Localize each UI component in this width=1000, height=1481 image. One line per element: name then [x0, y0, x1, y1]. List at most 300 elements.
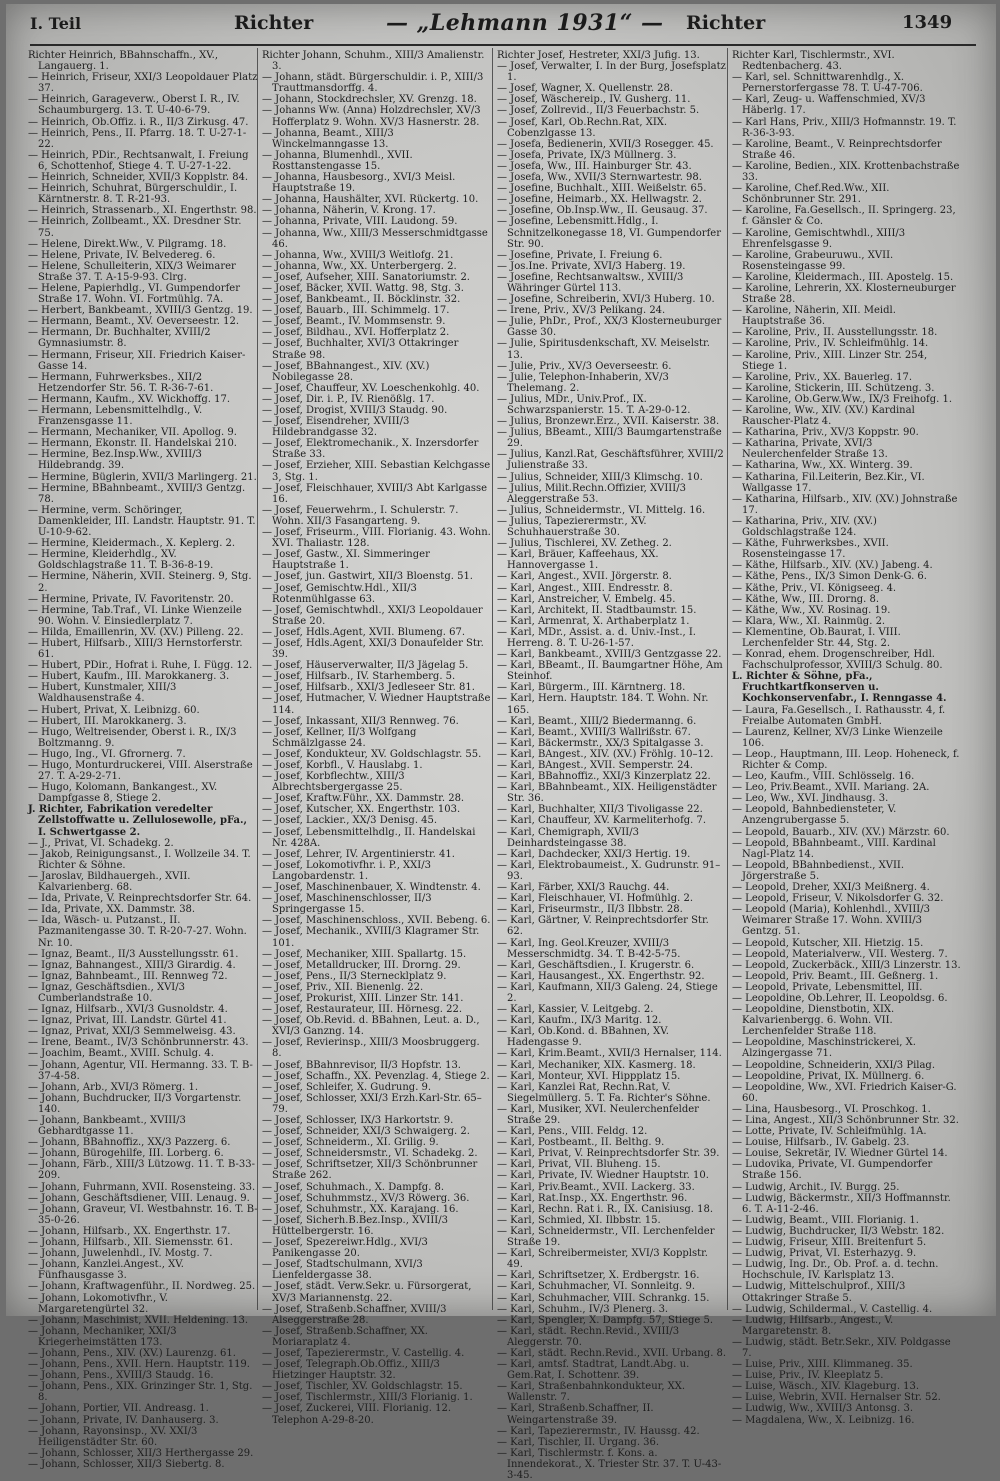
directory-entry: — Josefine, Private, I. Freiung 6. [497, 249, 663, 261]
directory-entry: — Johann, Kraftwagenführ., II. Nordweg. 25. [28, 1281, 256, 1293]
directory-entry: — Katharina, Priv., XIV. (XV.) Goldschlagstraße 124. [732, 515, 877, 539]
directory-entry: — Karl, Kaufm., IX/3 Maritg. 12. [497, 1015, 662, 1027]
directory-entry: — Johann, Stockdrechsler, XV. Grenzg. 18. [262, 94, 477, 106]
directory-entry: — Karl, Armenrat, X. Arthaberplatz 1. [497, 615, 690, 627]
directory-entry: — Hubert, Privat, X. Leibnizg. 60. [28, 704, 200, 716]
directory-entry: — Johann, Schlosser, XII/3 Siebertg. 8. [28, 1458, 225, 1470]
directory-entry: — Leo, Priv.Beamt., XVII. Mariang. 2A. [732, 782, 930, 794]
directory-entry: — Leopoldine, Maschinstrickerei, X. Alzingergasse 71. [732, 1037, 916, 1060]
directory-entry: — Katharina, Hilfsarb., XIV. (XV.) Johnstraße 17. [732, 493, 958, 516]
directory-entry: J. Richter, Fabrikation veredelter Zellstoffwatte u. Zellulosewolle, pFa., I. Schwertgasse 2. [28, 804, 247, 838]
directory-entry: — Josef, Zollrevid., II/3 Feuerbachstr. 5. [497, 105, 700, 117]
directory-entry: — Julius, Schneider, XIII/3 Klimschg. 10. [497, 471, 703, 483]
directory-entry: — Karl, Fleischhauer, VI. Hofmühlg. 2. [497, 893, 694, 905]
directory-entry: — Karl, Bankbeamt., XVIII/3 Gentzgasse 22. [497, 649, 722, 661]
directory-entry: — Karl, städt. Rechn.Revid., XVIII/3 Aleggerstr. 70. [497, 1325, 680, 1348]
directory-entry: — Josef, Korbfl., V. Hauslabg. 1. [262, 760, 423, 771]
directory-entry: — Karl, Privat, VII. Bluheng. 15. [497, 1159, 661, 1171]
directory-entry: — Klara, Ww., XI. Rainmüg. 2. [732, 615, 886, 627]
directory-entry: — Karl, Mechaniker, XIX. Kasmerg. 18. [497, 1059, 696, 1071]
directory-entry: — Josef, Straßenb.Schaffner, XVIII/3 Alseggerstraße 28. [262, 1303, 447, 1326]
directory-entry: — Hermann, Beamt., XV. Oeverseestr. 12. [28, 316, 240, 328]
directory-entry: — Hugo, Weltreisender, Oberst i. R., IX/3 Boltzmanng. 9. [28, 726, 237, 749]
directory-entry: — Josef, Dir. i. P., IV. Rienößlg. 17. [262, 393, 435, 405]
directory-entry: — Leopoldine, Dienstbotin, XIX. Kalvarienbergg. 6. Wohn. VII. Lerchenfelder Straße 118. [732, 1004, 895, 1038]
directory-entry: — Johann, städt. Bürgerschuldir. i. P., XIII/3 Trauttmansdorffg. 4. [262, 72, 484, 95]
directory-entry: Richter Johann, Schuhm., XIII/3 Amalienstr. 3. [262, 50, 485, 73]
directory-entry: — Karl, Priv.Beamt., XVII. Lackerg. 33. [497, 1181, 695, 1193]
directory-entry: — Leopoldine, Ww., XVI. Friedrich Kaiser-G. 60. [732, 1081, 957, 1104]
directory-entry: — Josef, Aufseher, XIII. Sanatoriumstr. 2. [262, 271, 470, 283]
directory-entry: — Johann, Schlosser, XII/3 Herthergasse 29. [28, 1447, 254, 1459]
directory-entry: — Josef, Erzieher, XIII. Sebastian Kelchgasse 3, Stg. 1. [262, 460, 491, 483]
directory-entry: — Johann, Fuhrmann, XVII. Rosensteing. 33. [28, 1181, 256, 1193]
directory-entry: — Josef, Bankbeamt., II. Böcklinstr. 32. [262, 294, 461, 306]
directory-entry: — Ida, Wäsch- u. Putzanst., II. Pazmanitengasse 30. T. R-20-7-27. Wohn. Nr. 10. [28, 915, 247, 949]
directory-entry: — Ignaz, Beamt., II/3 Ausstellungsstr. 61. [28, 948, 239, 960]
directory-entry: — Karl, BBeamt., II. Baumgartner Höhe, Am Steinhof. [497, 660, 723, 683]
directory-entry: — Johann, Buchdrucker, II/3 Vorgartenstr. 140. [28, 1092, 242, 1115]
directory-entry: — Jos.Ine. Private, XVI/3 Haberg. 19. [497, 260, 686, 272]
directory-entry: — Josef, Gemischtw.Hdl., XII/3 Rotenmühlgasse 63. [262, 582, 417, 605]
directory-entry: — Julius, Kanzl.Rat, Geschäftsführer, XVIII/2 Julienstraße 33. [497, 449, 724, 472]
directory-entry: — Katharina, Private, XVI/3 Neulerchenfelder Straße 13. [732, 438, 888, 461]
directory-entry: — Josef, Karl, Ob.Rechn.Rat, XIX. Cobenzlgasse 13. [497, 116, 668, 139]
directory-entry: — Hermann, Dr. Buchhalter, XVIII/2 Gymnasiumstr. 8. [28, 327, 211, 350]
directory-entry: — Karl, Zeug- u. Waffenschmied, XV/3 Häberlg. 17. [732, 94, 926, 117]
directory-entry: — Leo, Ww., XVI. Jindhausg. 3. [732, 793, 889, 805]
directory-entry: — Heinrich, Friseur, XXI/3 Leopoldauer Platz 37. [28, 72, 258, 95]
directory-entry: — Josef, Lokomotivfhr. i. P., XXI/3 Langobardenstr. 1. [262, 859, 431, 882]
directory-entry: — Josefa, Ww., XVII/3 Sternwartestr. 98. [497, 172, 702, 184]
directory-entry: — Karl, BBahnbeamt., XIX. Heiligenstädter Str. 36. [497, 782, 717, 805]
directory-entry: — Josefine, Rechtsanwaltsw., XVIII/3 Währinger Gürtel 113. [497, 271, 684, 294]
directory-column-2 [262, 50, 492, 1426]
directory-entry: — Josefine, Heimarb., XX. Hellwagstr. 2. [497, 194, 702, 206]
directory-entry: — Heinrich, Schneider, XVII/3 Kopplstr. 84. [28, 172, 249, 184]
directory-entry: — Josef, Maschinenschloss., XVII. Bebeng. 6. [262, 915, 491, 927]
directory-entry: — Josef, Inkassant, XII/3 Rennweg. 76. [262, 715, 459, 727]
directory-entry: — Josef, Revierinsp., XIII/3 Moosbruggerg. 8. [262, 1037, 480, 1060]
directory-entry: — Josefa, Private, IX/3 Müllnerg. 3. [497, 149, 677, 161]
directory-entry: — Hermine, Private, IV. Favoritenstr. 20. [28, 593, 234, 605]
section-label: I. Teil [30, 14, 82, 33]
directory-entry: — Leopoldine, Privat, IX. Müllnerg. 6. [732, 1070, 925, 1082]
directory-entry: — Karl, Angest., XVII. Jörgerstr. 8. [497, 571, 672, 583]
header-rule [30, 44, 976, 46]
directory-entry: — Johanna, Beamt., XIII/3 Winckelmanngasse 13. [262, 127, 394, 150]
directory-entry: — Johann, Private, IV. Danhauserg. 3. [28, 1414, 219, 1426]
directory-entry: — Karl, Chemigraph, XVII/3 Deinhardsteingasse 38. [497, 826, 639, 849]
directory-entry: — Johann, Arb., XVI/3 Römerg. 1. [28, 1081, 199, 1093]
directory-entry: — Karl, Spengler, X. Dampfg. 57, Stiege 5. [497, 1314, 714, 1326]
directory-entry: — Leopoldine, Ob.Lehrer, II. Leopoldsg. 6. [732, 992, 948, 1004]
directory-entry: — Karl, Kaufmann, XII/3 Galeng. 24, Stiege 2. [497, 981, 718, 1004]
directory-entry: — Johann, Lokomotivfhr., V. Margaretengürtel 32. [28, 1292, 168, 1315]
directory-entry: — Karl, städt. Rechn.Revid., XVII. Urbang. 8. [497, 1347, 727, 1359]
directory-entry: — Karl, Bürgerm., III. Kärntnerg. 18. [497, 682, 686, 694]
directory-entry: Richter Josef, Hestreter, XXI/3 Jufig. 13. [497, 50, 700, 61]
directory-entry: Richter Karl, Tischlermstr., XVI. Redtenbacherg. 43. [732, 50, 895, 73]
directory-entry: — Karoline, Kleidermach., III. Apostelg. 15. [732, 271, 954, 283]
directory-entry: — Johann, Graveur, VI. Westbahnstr. 16. T. B-35-0-26. [28, 1203, 258, 1226]
directory-entry: — Leopold, Friseur, V. Nikolsdorfer G. 32. [732, 893, 944, 905]
directory-entry: — Ignaz, Bahnbeamt., III. Rennweg 72. [28, 970, 228, 982]
directory-entry: — Karoline, Ww., XIV. (XV.) Kardinal Rauscher-Platz 4. [732, 405, 915, 428]
directory-entry: — Josef, Lackier., XX/3 Denisg. 45. [262, 815, 438, 827]
directory-entry: — Leopold, BBahnbeamt., VIII. Kardinal Nagl-Platz 14. [732, 837, 936, 860]
directory-entry: — Josef, Hdls.Agent, XVII. Blumeng. 67. [262, 626, 466, 638]
directory-entry: — Karl, Schuhmacher, VI. Sonnleitg. 9. [497, 1281, 696, 1293]
directory-entry: — Karl, Beamt., XIII/2 Biedermanng. 6. [497, 715, 697, 727]
directory-entry: — Karl, Ing. Geol.Kreuzer, XVIII/3 Messerschmidtg. 34. T. B-42-5-75. [497, 937, 681, 960]
directory-entry: — Hubert, Hilfsarb., XIII/3 Hernstorferstr. 61. [28, 637, 243, 661]
directory-entry: — Karoline, Bedien., XIX. Krottenbachstraße 33. [732, 160, 960, 184]
directory-entry: — Karoline, Näherin, XII. Meidl. Hauptstraße 36. [732, 305, 896, 328]
directory-entry: — Leopold, Kutscher, XII. Hietzig. 15. [732, 937, 924, 949]
directory-entry: — Josef, Zuckerei, VIII. Florianig. 12. Telephon A-29-8-20. [262, 1403, 452, 1426]
directory-entry: — Josef, Kellner, II/3 Wolfgang Schmälzlgasse 24. [262, 726, 417, 749]
directory-entry: — Johanna, Private, VIII. Laudong. 59. [262, 216, 458, 228]
directory-entry: — Josef, Ob.Revid. d. BBahnen, Leut. a. D., XVI/3 Ganzng. 14. [262, 1015, 480, 1038]
directory-entry: Richter Heinrich, BBahnschaffn., XV., Langauerg. 1. [28, 50, 219, 73]
directory-entry: — Josef, Schleifer, X. Gudrung. 9. [262, 1081, 432, 1093]
directory-entry: — Ludwig, Archit., IV. Burgg. 25. [732, 1181, 900, 1193]
directory-entry: — Heinrich, Zollbeamt., XX. Dresdner Str. 75. [28, 216, 242, 239]
directory-entry: — Leop., Hauptmann, III. Leop. Hoheneck, f. Richter & Comp. [732, 748, 960, 771]
directory-entry: — Josef, Schuhmmstz., XV/3 Röwerg. 36. [262, 1192, 470, 1204]
directory-entry: — Josef, Schlosser, XXI/3 Erzh.Karl-Str. 65–79. [262, 1092, 482, 1115]
directory-entry: — Josefine, Buchhalt., XIII. Weißelstr. 65. [497, 183, 707, 195]
directory-entry: — Ignaz, Bahnangest., XIII/3 Girardig. 4. [28, 959, 236, 971]
directory-entry: — Käthe, Priv., VI. Königseeg. 4. [732, 582, 897, 594]
directory-entry: — Josef, Hilfsarb., XXI/3 Jedleseer Str. 81. [262, 682, 475, 694]
directory-entry: — Josef, Straßenb.Schaffner, XX. Moriaraplatz 4. [262, 1325, 428, 1348]
directory-entry: — Julie, PhDr., Prof., XX/3 Klosterneuburger Gasse 30. [497, 316, 722, 339]
directory-entry: — Hermann, Fuhrwerksbes., XII/2 Hetzendorfer Str. 56. T. R-36-7-61. [28, 371, 214, 394]
directory-entry: — Karoline, Stickerin, III. Schützeng. 3. [732, 382, 935, 394]
directory-entry: — Josef, Bauarb., III. Schimmelg. 17. [262, 305, 450, 317]
directory-entry: — Ludwig, Hilfsarb., Angest., V. Margaretenstr. 8. [732, 1314, 894, 1337]
directory-entry: — Karl, Architekt, II. Stadtbaumstr. 15. [497, 604, 697, 616]
directory-column-4 [732, 50, 962, 1426]
directory-entry: L. Richter & Söhne, pFa., Fruchtkartfkonserven u. Kochkonservenfabr., I. Renngasse 4. [732, 671, 947, 705]
directory-entry: — Johann, Bankbeamt., XVIII/3 Gebhardtgasse 11. [28, 1115, 186, 1138]
directory-entry: — Luise, Priv., XIII. Klimmaneg. 35. [732, 1359, 913, 1371]
directory-entry: — Karl, Hausangest., XX. Engerthstr. 92. [497, 970, 705, 982]
directory-entry: — Josef, Korbflechtw., XIII/3 Albrechtsbergergasse 25. [262, 771, 405, 794]
directory-entry: — Karl, Chauffeur, XV. Karmeliterhofg. 7. [497, 815, 707, 827]
directory-entry: — Johann, Pens., XVIII/3 Staudg. 16. [28, 1370, 214, 1382]
directory-entry: — Hermann, Kaufm., XV. Wickhoffg. 17. [28, 393, 231, 405]
directory-column-3 [497, 50, 727, 1481]
directory-entry: — Karl, Bäckermstr., XX/3 Spitalgasse 3. [497, 737, 704, 749]
directory-entry: — Josef, Schriftsetzer, XII/3 Schönbrunner Straße 262. [262, 1159, 478, 1182]
directory-entry: — Käthe, Hilfsarb., XIV. (XV.) Jabeng. 4. [732, 560, 933, 572]
directory-entry: — Karl, Kassier, V. Leitgebg. 2. [497, 1004, 654, 1016]
directory-entry: — Hermine, BBahnbeamt., XVIII/3 Gentzg. 78. [28, 482, 246, 505]
directory-entry: — Julius, Tapezierermstr., XV. Schuhhauerstraße 30. [497, 515, 647, 539]
directory-entry: — Hermine, Kleiderhdlg., XV. Goldschlagstraße 11. T. B-36-8-19. [28, 549, 214, 572]
directory-entry: — Laura, Fa.Gesellsch., I. Rathausstr. 4, f. Freialbe Automaten GmbH. [732, 704, 946, 727]
directory-entry: — Julius, Schneidermstr., VI. Mittelg. 16. [497, 504, 706, 516]
directory-entry: — Katharina, Ww., XX. Winterg. 39. [732, 460, 913, 472]
directory-entry: — Lotte, Private, IV. Schleifmühlg. 1A. [732, 1126, 927, 1138]
directory-entry: — Josef, Gemischtwhdl., XXI/3 Leopoldauer Straße 20. [262, 604, 483, 627]
directory-entry: — Lina, Angest., XII/3 Schönbrunner Str. 32. [732, 1115, 959, 1126]
directory-entry: — Johann, Kanzlei.Angest., XV. Fünfhausgasse 3. [28, 1259, 184, 1282]
directory-entry: — Julie, Spiritusdenkschaft, XV. Meiselstr. 13. [497, 338, 710, 361]
directory-entry: — Ludwig, Privat, VI. Esterhazyg. 9. [732, 1248, 917, 1260]
directory-entry: — Josef, Schneider, XXI/3 Schwaigerg. 2. [262, 1126, 470, 1138]
directory-entry: — Josef, Spezereiwr.Hdlg., XVI/3 Panikengasse 20. [262, 1237, 428, 1260]
directory-entry: — Hubert, III. Marokkanerg. 3. [28, 715, 187, 727]
directory-entry: — Karl, Krim.Beamt., XVII/3 Hernalser, 114. [497, 1048, 722, 1060]
directory-entry: — Karl, Kanzlei Rat, Rechn.Rat, V. Siegelmüllerg. 5. T. Fa. Richter's Söhne. [497, 1081, 711, 1104]
directory-entry: — Ludovika, Private, VI. Gumpendorfer Straße 156. [732, 1159, 933, 1182]
directory-entry: — Karl, Anstreicher, V. Embelg. 45. [497, 593, 676, 605]
directory-entry: — Karl, Rat.Insp., XX. Engerthstr. 96. [497, 1192, 688, 1204]
directory-entry: — Heinrich, PDir., Rechtsanwalt, I. Freiung 6, Schottenhof, Stiege 4. T. U-27-1-22. [28, 149, 249, 172]
directory-entry: — Hugo, Kolomann, Bankangest., XV. Dampfgasse 8, Stiege 2. [28, 782, 218, 805]
directory-entry: — Hermann, Mechaniker, VII. Apollog. 9. [28, 427, 237, 439]
directory-entry: — Ludwig, Ww., XVIII/3 Antonsg. 3. [732, 1403, 914, 1415]
directory-entry: — Hugo, Monturdruckerei, VIII. Alserstraße 27. T. A-29-2-71. [28, 760, 253, 783]
directory-entry: — Josefine, Ob.Insp.Ww., II. Geusaug. 37. [497, 205, 708, 217]
directory-entry: — Ludwig, Buchdrucker, II/3 Webstr. 182. [732, 1225, 945, 1237]
directory-entry: — Katharina, Priv., XV/3 Koppstr. 90. [732, 427, 919, 439]
directory-entry: — Josef, Wagner, X. Quellenstr. 28. [497, 83, 674, 95]
directory-entry: — Josef, Priv., XII. Bienenlg. 22. [262, 981, 424, 993]
directory-entry: — Josefine, Lebensmitt.Hdlg., I. Schnitzelkonegasse 18, VI. Gumpendorfer Str. 90. [497, 216, 721, 250]
directory-entry: — Johann, Juwelenhdl., IV. Mostg. 7. [28, 1248, 213, 1260]
directory-entry: — Josef, Kondukteur, XV. Goldschlagstr. 55. [262, 748, 482, 760]
directory-entry: — Heinrich, Garageverw., Oberst I. R., IV. Schaumburgerg. 13. T. U-40-6-79. [28, 94, 240, 117]
directory-entry: — Helene, Private, IV. Belvedereg. 6. [28, 249, 216, 261]
directory-entry: — Josef, Restaurateur, III. Hörnesg. 22. [262, 1004, 462, 1016]
directory-entry: — Johann, Hilfsarb., XX. Engerthstr. 17. [28, 1225, 231, 1237]
directory-entry: — Ignaz, Geschäftsdien., XVI/3 Cumberlandstraße 10. [28, 981, 185, 1004]
directory-entry: — Julius, Bronzewr.Erz., XVII. Kaiserstr. 38. [497, 416, 720, 428]
directory-entry: — Karl, MDr., Assist. a. d. Univ.-Inst., I. Herreng. 8. T. U-26-1-57. [497, 626, 696, 649]
directory-entry: — Luise, Webrin, XVII. Hernalser Str. 52. [732, 1392, 941, 1404]
directory-entry: — Karl, Schreibermeister, XVI/3 Kopplstr. 49. [497, 1248, 708, 1271]
directory-entry: — Karoline, Priv., XX. Bauerleg. 17. [732, 371, 913, 383]
directory-entry: — Louise, Hilfsarb., IV. Gabelg. 23. [732, 1137, 910, 1149]
directory-entry: — Josef, Hdls.Agent, XXI/3 Donaufelder Str. 39. [262, 637, 484, 661]
directory-entry: — Hermann, Lebensmittelhdlg., V. Franzensgasse 11. [28, 405, 203, 428]
directory-entry: — Johann, Färb., XIII/3 Lützowg. 11. T. B-33-209. [28, 1159, 256, 1182]
directory-entry: — Josef, Kraftw.Führ., XX. Dammstr. 28. [262, 793, 465, 805]
directory-entry: — Karl, Tischler, II. Urgang. 36. [497, 1436, 660, 1448]
directory-entry: — Josef, Maschinenbauer, X. Windtenstr. 4. [262, 882, 481, 894]
directory-entry: — Leopold, Materialverw., VII. Westerg. 7. [732, 948, 948, 960]
directory-entry: — Johanna, Näherin, V. Krong. 17. [262, 205, 436, 217]
directory-entry: — Hilda, Emaillenrin, XV. (XV.) Pilleng. 22. [28, 626, 244, 638]
directory-entry: — Julius, Milit.Rechn.Offizier, XVIII/3 Aleggerstraße 53. [497, 482, 686, 505]
directory-entry: — Ignaz, Privat, XXI/3 Semmelweisg. 43. [28, 1026, 236, 1038]
directory-entry: — Ida, Private, V. Reinprechtsdorfer Str. 64. [28, 893, 252, 905]
column-divider [492, 48, 493, 1310]
directory-entry: — Joachim, Beamt., XVIII. Schulg. 4. [28, 1048, 214, 1060]
directory-entry: — Karl, Straßenbahnkondukteur, XX. Wallenstr. 7. [497, 1381, 686, 1404]
directory-entry: — Karl, Dachdecker, XXI/3 Hertig. 19. [497, 848, 691, 860]
directory-entry: — Ludwig, städt. Betr.Sekr., XIV. Poldgasse 7. [732, 1336, 951, 1359]
directory-entry: — Jakob, Reinigungsanst., I. Wollzeile 34. T. Richter & Söhne. [28, 848, 251, 871]
directory-entry: — Katharina, Fil.Leiterin, Bez.Kir., VI. Wallgasse 17. [732, 471, 925, 494]
directory-entry: — Josef, Bildhau., XVI. Hofferplatz 2. [262, 327, 450, 339]
directory-entry: — Karl, BAngest., XVII. Semperstr. 24. [497, 760, 694, 771]
running-name-left: Richter [234, 12, 314, 34]
directory-entry: — Johann, Hilfsarb., XII. Siemensstr. 61. [28, 1237, 233, 1249]
directory-entry: — Hubert, PDir., Hofrat i. Ruhe, I. Függ. 12. [28, 660, 253, 672]
directory-entry: — Käthe, Ww., XV. Rosinag. 19. [732, 604, 891, 616]
directory-entry: — Karl, Buchhalter, XII/3 Tivoligasse 22. [497, 804, 703, 816]
directory-entry: — Josef, Mechanik., XVIII/3 Klagramer Str. 101. [262, 926, 480, 949]
directory-entry: — Julius, MDr., Univ.Prof., IX. Schwarzspanierstr. 15. T. A-29-0-12. [497, 393, 691, 416]
directory-entry: — Johann, Mechaniker, XXI/3 Kriegerheimstätten 173. [28, 1325, 177, 1348]
directory-entry: — Josef, BBahnrevisor, II/3 Hopfstr. 13. [262, 1059, 461, 1071]
directory-entry: — Josef, Häuserverwalter, II/3 Jägelag 5. [262, 660, 469, 672]
directory-entry: — Josef, Kutscher, XX. Engerthstr. 103. [262, 804, 461, 816]
directory-entry: — Luise, Wäsch., XIV. Klageburg. 13. [732, 1381, 920, 1393]
directory-entry: — Johanna, Ww., XX. Unterbergerg. 2. [262, 260, 457, 272]
directory-entry: — Julius, Tischlerei, XV. Zetheg. 2. [497, 538, 672, 550]
directory-entry: — Heinrich, Strassenarb., XI. Engerthstr. 98. [28, 205, 257, 217]
directory-entry: — Konrad, ehem. Drogenschreiber, Hdl. Fachschulprofessor, XVIII/3 Schulg. 80. [732, 649, 943, 672]
directory-entry: — Karl, Elektrobaumeist., X. Gudrunstr. 91–93. [497, 859, 721, 882]
directory-entry: — Josef, Lehrer, IV. Argentinierstr. 41. [262, 848, 455, 860]
directory-entry: — Karl, Monteur, XVI. Hippplatz 15. [497, 1070, 681, 1082]
directory-entry: — Karl, Privat, V. Reinprechtsdorfer Str. 39. [497, 1148, 720, 1160]
directory-entry: — Josef, Lebensmittelhdlg., II. Handelskai Nr. 428A. [262, 826, 476, 849]
directory-entry: — Leopold, Private, Lebensmittel, III. [732, 981, 923, 993]
directory-entry: — Karl, Straßenb.Schaffner, II. Weingartenstraße 39. [497, 1403, 654, 1426]
directory-entry: — Karoline, Fa.Gesellsch., II. Springerg. 23, f. Gänsler & Co. [732, 205, 956, 228]
directory-entry: — Karl, Schuhm., IV/3 Plenerg. 3. [497, 1303, 669, 1315]
directory-entry: — Johanns Ww. (Anna) Holzdrechsler, XV/3 Hofferplatz 9. Wohn. XV/3 Hasnerstr. 28. [262, 105, 481, 128]
running-name-right: Richter [686, 12, 766, 34]
directory-entry: — Josefa, Bedienerin, XVII/3 Rosegger. 45. [497, 138, 714, 150]
directory-entry: — Karl, Bräuer, Kaffeehaus, XX. Hannovergasse 1. [497, 549, 659, 572]
directory-entry: — Josef, Beamt., IV. Mommsenstr. 9. [262, 316, 446, 328]
directory-entry: — Laurenz, Kellner, XV/3 Linke Wienzeile 106. [732, 726, 943, 749]
directory-entry: — Karl, Private, IV. Wiedner Hauptstr. 10. [497, 1170, 709, 1182]
directory-entry: — Josef, Bäcker, XVII. Wattg. 98, Stg. 3. [262, 282, 464, 294]
directory-entry: — Karl Hans, Priv., XIII/3 Hofmannstr. 19. T. R-36-3-93. [732, 116, 957, 139]
directory-entry: — Julius, BBeamt., XIII/3 Baumgartenstraße 29. [497, 427, 722, 450]
directory-entry: — Karl, Schneidermstr., VII. Lerchenfelder Straße 19. [497, 1225, 715, 1249]
directory-entry: — Josef, Metalldrucker, III. Drorng. 29. [262, 959, 461, 971]
directory-entry: — Josef, Stadtschulmann, XVI/3 Lienfeldergasse 38. [262, 1259, 423, 1282]
directory-entry: — Josef, Sicherh.B.Bez.Insp., XVIII/3 Hüttelbergerstr. 16. [262, 1214, 448, 1237]
directory-entry: — Magdalena, Ww., X. Leibnizg. 16. [732, 1414, 915, 1426]
directory-entry: — Johanna, Ww., XVIII/3 Weitlofg. 21. [262, 249, 454, 261]
directory-entry: — Johanna, Haushälter, XVI. Rückertg. 10. [262, 194, 479, 206]
directory-entry: — Josefa, Ww., III. Hainburger Str. 43. [497, 160, 692, 172]
directory-entry: — Julie, Priv., XV/3 Oeverseestr. 6. [497, 360, 672, 372]
directory-entry: — Josef, Tapezierermstr., V. Castellig. 4. [262, 1347, 465, 1359]
directory-entry: — Josef, Schaffn., XX. Pevenzlag. 4, Stiege 2. [262, 1070, 490, 1082]
directory-entry: — Hermine, verm. Schöringer, Damenkleider, III. Landstr. Hauptstr. 91. T. U-10-9-62. [28, 504, 256, 539]
directory-entry: — Irene, Beamt., IV/3 Schönbrunnerstr. 43. [28, 1037, 249, 1049]
directory-entry: — Josef, Schlosser, IX/3 Harkortstr. 9. [262, 1115, 454, 1126]
directory-entry: — Karl, BBahnoffiz., XXI/3 Kinzerplatz 22. [497, 771, 711, 783]
directory-entry: — Helene, Direkt.Ww., V. Pilgramg. 18. [28, 238, 227, 250]
directory-entry: — Josef, Pens., II/3 Sternecklplatz 9. [262, 970, 447, 982]
directory-entry: — Josef, Gastw., XI. Simmeringer Hauptstraße 1. [262, 549, 430, 572]
directory-entry: — Ludwig, Friseur, XIII. Breitenfurt 5. [732, 1237, 927, 1249]
directory-entry: — Ignaz, Privat, III. Landstr. Gürtel 41. [28, 1015, 227, 1027]
directory-entry: — Johann, Maschinist, XVII. Heldening. 13. [28, 1314, 249, 1326]
directory-column-1 [28, 50, 258, 1470]
directory-entry: — Hubert, Kunstmaler, XIII/3 Waldhausenstraße 4. [28, 682, 177, 705]
directory-entry: — Hermine, Büglerin, XVII/3 Marlingerg. 21. [28, 471, 257, 483]
directory-entry: — Ludwig, Schildermal., V. Castellig. 4. [732, 1303, 933, 1315]
directory-entry: — Karoline, Beamt., V. Reinprechtsdorfer Straße 46. [732, 138, 942, 161]
directory-entry: — Hermine, Tab.Traf., VI. Linke Wienzeile 90. Wohn. V. Einsiedlerplatz 7. [28, 604, 242, 627]
directory-entry: — Josef, Prokurist, XIII. Linzer Str. 141. [262, 992, 464, 1004]
directory-entry: — Karl, Pens., VIII. Feldg. 12. [497, 1126, 648, 1138]
directory-entry: — Karoline, Priv., II. Ausstellungsstr. 18. [732, 327, 938, 339]
directory-entry: — Josef, BBahnangest., XIV. (XV.) Nobilegasse 28. [262, 360, 430, 383]
directory-entry: — Lina, Hausbesorg., VI. Proschkog. 1. [732, 1103, 931, 1115]
directory-entry: — Josef, Elektromechanik., X. Inzersdorfer Straße 33. [262, 438, 479, 461]
directory-entry: — Ludwig, Beamt., VIII. Florianig. 1. [732, 1214, 919, 1226]
directory-entry: — Karl, Beamt., XVIII/3 Wallrißstr. 67. [497, 726, 691, 738]
directory-entry: — Leopold, Dreher, XXI/3 Meißnerg. 4. [732, 882, 930, 894]
directory-entry: — Leopold, BBahnbedienst., XVII. Jörgerstraße 5. [732, 859, 905, 882]
directory-entry: — Karl, BAngest., XIV. (XV.) Fröhlg. 10–12. [497, 748, 714, 760]
directory-entry: — Josef, Schuhmach., X. Dampfg. 8. [262, 1181, 445, 1193]
directory-entry: — Käthe, Pens., IX/3 Simon Denk-G. 6. [732, 571, 927, 583]
directory-entry: — J., Privat, VI. Schadekg. 2. [28, 837, 174, 849]
directory-entry: — Karl, Angest., XIII. Endresstr. 8. [497, 582, 673, 594]
directory-entry: — Ludwig, Bäckermstr., XII/3 Hoffmannstr. 6. T. A-11-2-46. [732, 1192, 951, 1215]
directory-entry: — Ignaz, Hilfsarb., XVI/3 Gusnoldstr. 4. [28, 1004, 228, 1016]
directory-entry: — Karl, sel. Schnittwarenhdlg., X. Pernerstorfergasse 78. T. U-47-706. [732, 72, 923, 95]
directory-entry: — Hermine, Kleidermach., X. Keplerg. 2. [28, 538, 236, 550]
directory-entry: — Johann, Bürogehilfe, III. Lorberg. 6. [28, 1148, 224, 1160]
directory-entry: — Leopoldine, Schneiderin, XXI/3 Pilag. [732, 1059, 936, 1071]
directory-entry: — Josefine, Schreiberin, XVI/3 Huberg. 10. [497, 294, 715, 306]
directory-entry: — Karoline, Priv., XIII. Linzer Str. 254, Stiege 1. [732, 349, 928, 372]
directory-entry: — Josef, Wäschereip., IV. Gusherg. 11. [497, 94, 691, 106]
directory-entry: — Herbert, Bankbeamt., XVIII/3 Gentzg. 19. [28, 305, 253, 317]
directory-entry: — Karoline, Priv., IV. Schleifmühlg. 14. [732, 338, 929, 350]
directory-entry: — Josef, Telegraph.Ob.Offiz., XIII/3 Hietzinger Hauptstr. 32. [262, 1359, 440, 1382]
directory-entry: — Johanna, Ww., XIII/3 Messerschmidtgasse 46. [262, 227, 488, 250]
directory-entry: — Julie, Telephon-Inhaberin, XV/3 Thelemang. 2. [497, 371, 669, 394]
directory-entry: — Käthe, Ww., III. Drorng. 8. [732, 593, 880, 605]
directory-entry: — Josef, Maschinenschlosser, II/3 Springergasse 15. [262, 893, 432, 916]
directory-entry: — Hubert, Kaufm., III. Marokkanerg. 3. [28, 671, 230, 683]
directory-entry: — Klementine, Ob.Baurat, I. VIII. Lerchenfelder Str. 44, Stg. 2. [732, 626, 901, 649]
directory-entry: — Leopold, Bahnbediensteter, V. Anzengrubergasse 5. [732, 804, 897, 827]
page-header [6, 4, 996, 46]
directory-entry: — Louise, Sekretär, IV. Wiedner Gürtel 14. [732, 1148, 948, 1160]
directory-entry: — Josef, Schuhmstr., XX. Karajang. 16. [262, 1203, 459, 1215]
directory-entry: — Heinrich, Ob.Offiz. i. R., II/3 Zirkusg. 47. [28, 116, 249, 128]
directory-entry: — Josef, jun. Gastwirt, XII/3 Bloenstg. 51. [262, 571, 473, 583]
directory-entry: — Leopold (Maria), Kohlenhdl., XVIII/3 Weimarer Straße 17. Wohn. XVIII/3 Gentzg. 51. [732, 904, 930, 938]
directory-entry: — Hermine, Näherin, XVII. Steinerg. 9, Stg. 2. [28, 571, 252, 594]
directory-entry: — Josef, Buchhalter, XVI/3 Ottakringer Straße 98. [262, 338, 459, 361]
directory-entry: — Leo, Kaufm., VIII. Schlösselg. 16. [732, 771, 915, 783]
directory-entry: — Josef, Eisendreher, XVIII/3 Hildebrandgasse 32. [262, 416, 410, 439]
directory-entry: — Hermann, Friseur, XII. Friedrich Kaiser-Gasse 14. [28, 349, 246, 372]
directory-entry: — Josef, Schneiderm., XI. Grilig. 9. [262, 1137, 439, 1149]
